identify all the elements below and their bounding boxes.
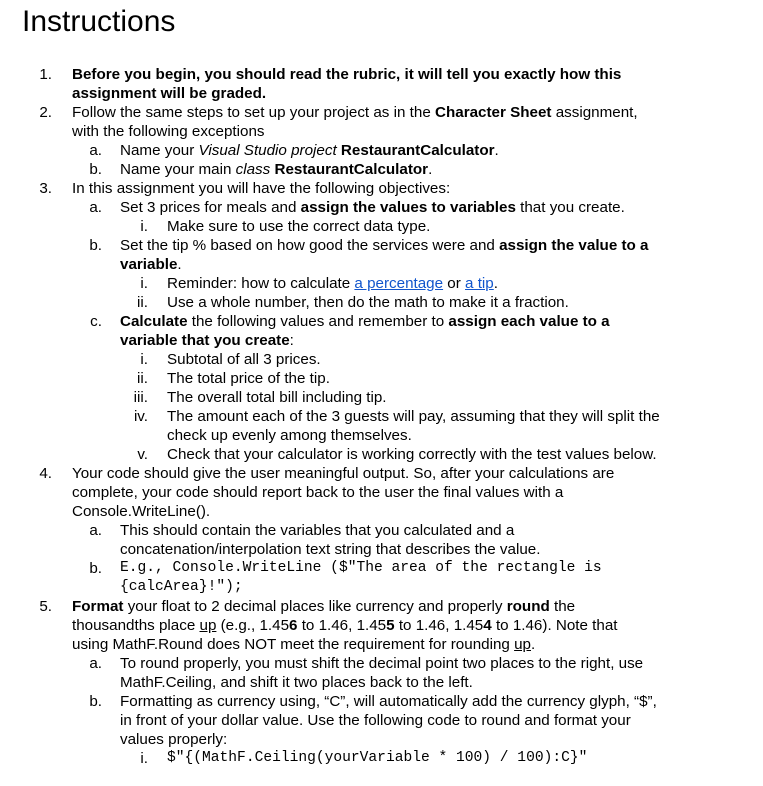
item2-line1 [72,103,638,122]
item2-line2: with the following exceptions [72,123,265,140]
item4b-code-line1: E.g., Console.WriteLine ($"The area of the rectangle is [120,560,602,576]
item4a-line2: concatenation/interpolation text string that describes the value. [120,541,541,558]
item4b-code-line2: {calcArea}!"); [120,579,243,595]
list-marker: a. [89,142,102,159]
item3c-line1 [120,312,610,331]
item5b-line1: Formatting as currency using, “C”, will automatically add the currency glyph, “$”, [120,693,657,710]
list-marker: b. [89,693,102,710]
item5-line2 [72,616,618,635]
item3c-iv-line1: The amount each of the 3 guests will pay, assuming that they will split the [167,408,660,425]
list-marker: i. [140,351,148,368]
text-underline: up [514,636,531,653]
item5b-line3: values properly: [120,731,228,748]
text: your float to 2 decimal places like currency and properly [123,598,507,615]
text: . [531,636,536,653]
item3a-text [120,198,625,217]
list-marker: iv. [133,408,148,425]
list-marker: i. [140,275,148,292]
item3c-v-text: Check that your calculator is working correctly with the test values below. [167,446,657,463]
text-bold: variable [120,256,178,273]
text: Set the tip % based on how good the services were and [120,237,500,254]
item3c-iii-text: The overall total bill including tip. [167,389,387,406]
text: thousandths place [72,617,200,634]
text-bold: Character Sheet [435,104,552,121]
list-marker: iii. [133,389,148,406]
list-marker: 4. [39,465,52,482]
item5b-i-code: $"{(MathF.Ceiling(yourVariable * 100) / 100):C}" [167,750,588,766]
list-marker: b. [89,560,102,577]
text: to 1.46, 1.45 [297,617,387,634]
text: . [494,142,499,159]
item4-line1: Your code should give the user meaningful output. So, after your calculations are [72,465,615,482]
item3b-line2 [120,255,182,274]
list-marker: 2. [39,104,52,121]
text: Reminder: how to calculate [167,275,355,292]
list-marker: i. [140,218,148,235]
text: Name your [120,142,199,159]
list-marker: a. [89,522,102,539]
list-marker: i. [140,750,148,767]
text-bold: Calculate [120,313,188,330]
text: . [493,275,498,292]
list-marker: 5. [39,598,52,615]
text: to 1.46, 1.45 [394,617,484,634]
text-bold: round [506,598,550,615]
item1-line1: Before you begin, you should read the rubric, it will tell you exactly how this [72,66,622,83]
item5a-line2: MathF.Ceiling, and shift it two places back to the left. [120,674,473,691]
text: that you create. [515,199,625,216]
tip-link[interactable]: a tip [465,275,494,292]
text: . [177,256,182,273]
item3b-line1 [120,236,649,255]
text-bold: RestaurantCalculator [270,161,429,178]
text-bold: variable that you create [120,332,290,349]
text: to 1.46). Note that [491,617,618,634]
item3b-i-text [167,274,498,293]
text-bold: 4 [483,617,492,634]
item3-line1: In this assignment you will have the following objectives: [72,180,451,197]
text: assignment, [551,104,638,121]
item1-line2: assignment will be graded. [72,85,267,102]
text: . [428,161,433,178]
text: the [549,598,576,615]
item2b-text [120,160,432,179]
item3c-iv-line2: check up evenly among themselves. [167,427,412,444]
text: Name your main [120,161,236,178]
list-marker: ii. [137,370,148,387]
list-marker: c. [90,313,102,330]
item3c-i-text: Subtotal of all 3 prices. [167,351,321,368]
item2a-text [120,141,499,160]
list-marker: b. [89,161,102,178]
item5b-line2: in front of your dollar value. Use the following code to round and format your [120,712,631,729]
text-bold: 5 [386,617,395,634]
list-marker: a. [89,199,102,216]
item4-line2: complete, your code should report back to the user the final values with a [72,484,564,501]
item4a-line1: This should contain the variables that you calculated and a [120,522,515,539]
text-bold: RestaurantCalculator [336,142,495,159]
list-marker: 1. [39,66,52,83]
item5a-line1: To round properly, you must shift the decimal point two places to the right, use [120,655,644,672]
text-underline: up [199,617,217,634]
text: or [443,275,466,292]
text-bold: Format [72,598,124,615]
percentage-link[interactable]: a percentage [354,275,444,292]
text: using MathF.Round does NOT meet the requirement for rounding [72,636,515,653]
item3c-line2 [120,331,294,350]
text: Follow the same steps to set up your project as in the [72,104,435,121]
item3a-i-text: Make sure to use the correct data type. [167,218,431,235]
page-title: Instructions [22,5,176,38]
list-marker: v. [137,446,148,463]
text: (e.g., 1.45 [216,617,290,634]
list-marker: ii. [137,294,148,311]
item5-line1 [72,597,575,616]
text: : [289,332,294,349]
text-bold: assign the values to variables [300,199,516,216]
text-italic: class [235,161,271,178]
text-bold: assign each value to a [448,313,610,330]
text: Set 3 prices for meals and [120,199,301,216]
item3c-ii-text: The total price of the tip. [167,370,330,387]
text-bold: 6 [289,617,298,634]
item3b-ii-text: Use a whole number, then do the math to make it a fraction. [167,294,569,311]
text: the following values and remember to [187,313,449,330]
item4-line3: Console.WriteLine(). [72,503,211,520]
text-bold: assign the value to a [499,237,649,254]
list-marker: a. [89,655,102,672]
list-marker: b. [89,237,102,254]
item5-line3 [72,635,535,654]
text-italic: Visual Studio project [198,142,337,159]
list-marker: 3. [39,180,52,197]
